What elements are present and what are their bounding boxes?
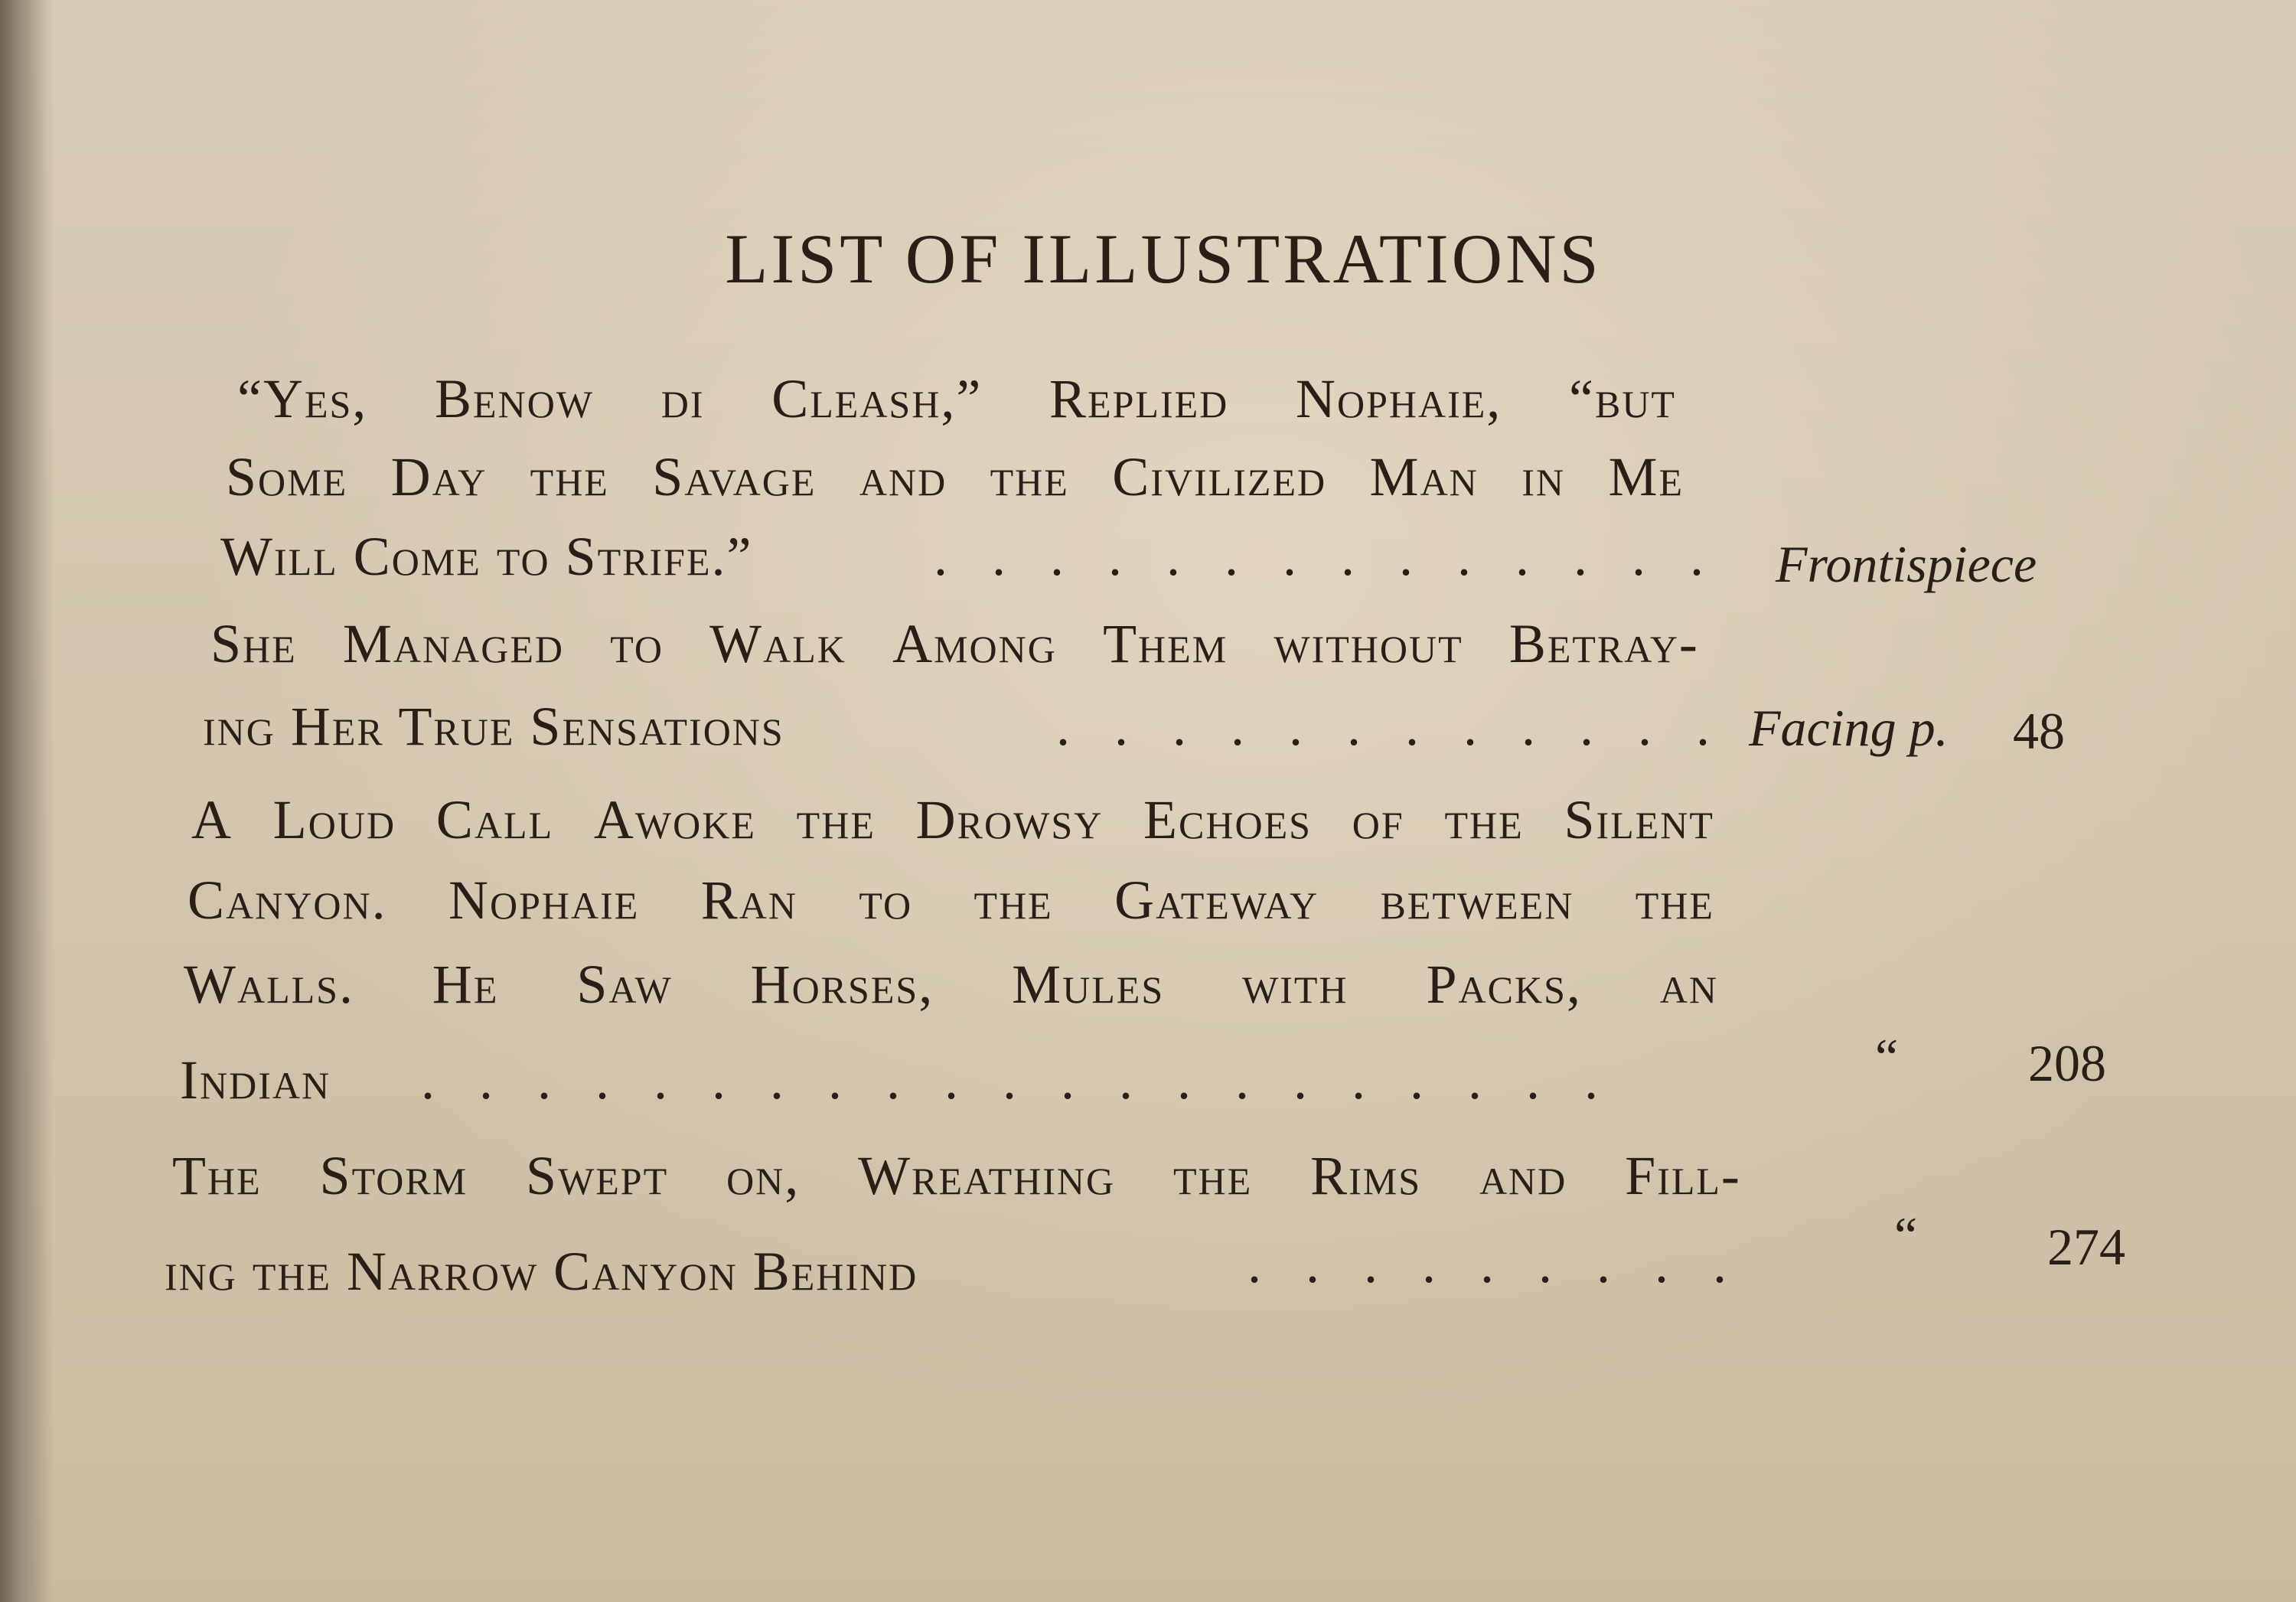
page-title: LIST OF ILLUSTRATIONS: [725, 220, 1602, 298]
entry-line: Indian: [180, 1049, 331, 1111]
dot-leader: . . . . . . . . .: [1247, 1233, 1742, 1294]
entry-line: She Managed to Walk Among Them without Betray-: [210, 613, 1699, 674]
entry-line: Some Day the Savage and the Civilized Man in Me: [226, 446, 1684, 507]
dot-leader: . . . . . . . . . . . . . . . . . . . . .: [421, 1049, 1613, 1111]
entry-line: ing the Narrow Canyon Behind: [165, 1241, 918, 1302]
ditto-mark: “: [1894, 1206, 1918, 1264]
page-number: 208: [2028, 1034, 2106, 1092]
entry-line: ing Her True Sensations: [203, 696, 784, 757]
page-number: 274: [2047, 1218, 2125, 1276]
entry-line: Canyon. Nophaie Ran to the Gateway between the: [188, 870, 1714, 931]
entry-line: Will Come to Strife.”: [220, 526, 753, 587]
illustration-label: Facing p.: [1749, 699, 1949, 757]
entry-line: The Storm Swept on, Wreathing the Rims and Fill-: [172, 1145, 1741, 1206]
dot-leader: . . . . . . . . . . . . . .: [934, 526, 1719, 587]
entry-line: Walls. He Saw Horses, Mules with Packs, an: [184, 954, 1718, 1015]
ditto-mark: “: [1875, 1028, 1899, 1086]
entry-line: A Loud Call Awoke the Drowsy Echoes of the Silent: [191, 789, 1714, 850]
dot-leader: . . . . . . . . . . . .: [1056, 696, 1725, 757]
page-number: 48: [2013, 702, 2065, 760]
illustration-label: Frontispiece: [1776, 535, 2037, 593]
entry-line: “Yes, Benow di Cleash,” Replied Nophaie, “but: [237, 368, 1676, 429]
